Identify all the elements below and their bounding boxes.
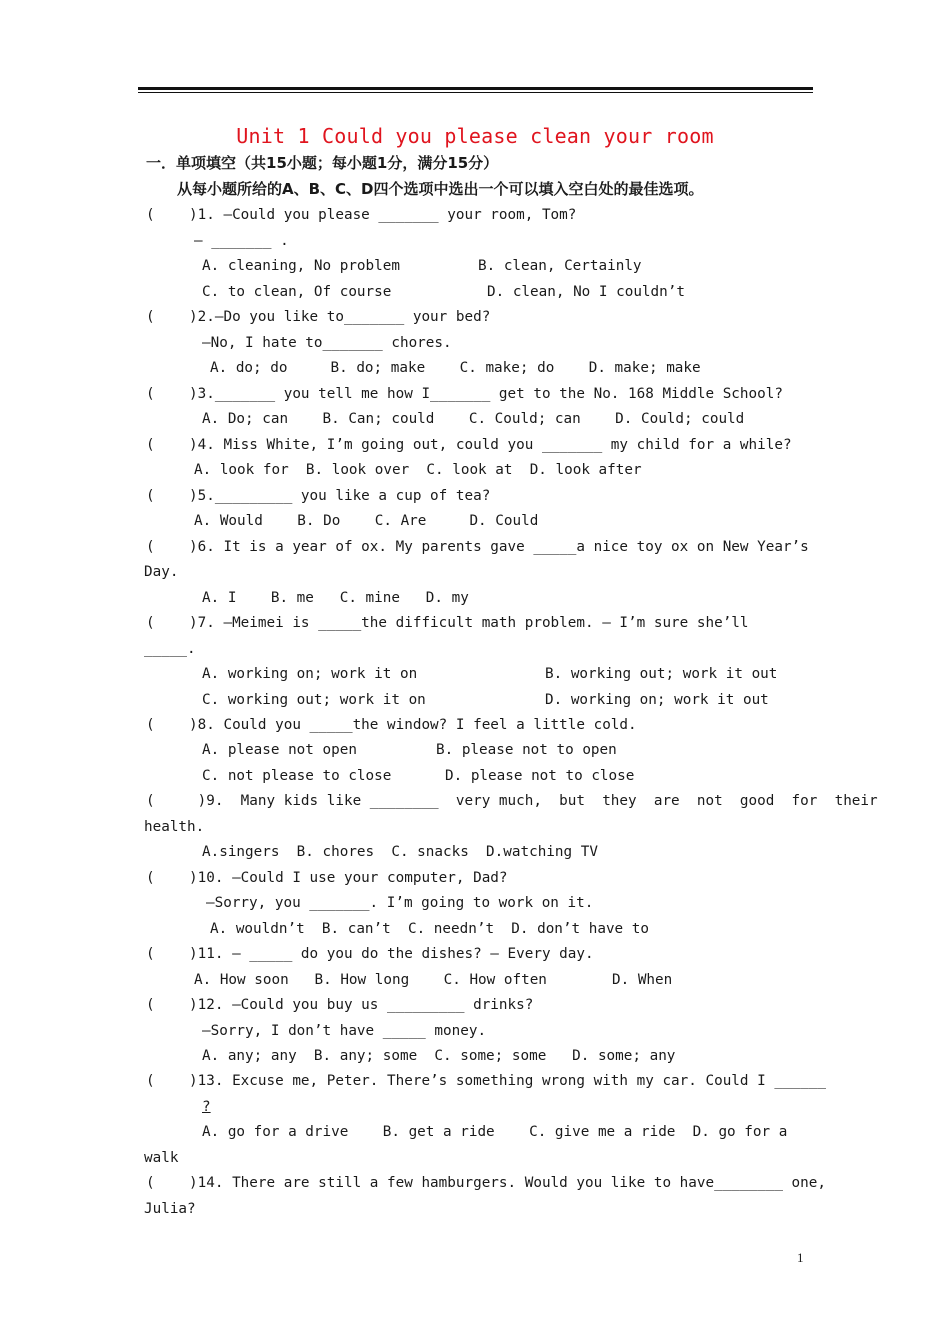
option-1a: A. cleaning, No problem bbox=[202, 258, 400, 274]
question-5: ( )5._________ you like a cup of tea? bbox=[146, 488, 491, 504]
options-2: A. do; do B. do; make C. make; do D. make; make bbox=[210, 360, 701, 376]
question-7-cont: _____. bbox=[144, 641, 196, 657]
question-1-reply: — _______ . bbox=[194, 233, 289, 249]
section-instruction: 从每小题所给的A、B、C、D四个选项中选出一个可以填入空白处的最佳选项。 bbox=[177, 180, 704, 198]
header-rule-thin bbox=[138, 92, 813, 93]
option-1d: D. clean, No I couldn’t bbox=[487, 284, 685, 300]
options-11: A. How soon B. How long C. How often bbox=[194, 972, 547, 988]
question-3: ( )3._______ you tell me how I_______ get to the No. 168 Middle School? bbox=[146, 386, 783, 402]
question-12-reply: —Sorry, I don’t have _____ money. bbox=[202, 1023, 487, 1039]
option-8c: C. not please to close bbox=[202, 768, 392, 784]
question-6-cont: Day. bbox=[144, 564, 179, 580]
option-7a: A. working on; work it on bbox=[202, 666, 418, 682]
question-13-cont: ? bbox=[202, 1099, 211, 1115]
options-6: A. I B. me C. mine D. my bbox=[202, 590, 469, 606]
question-9: ( )9. Many kids like ________ very much, but they are not good for their bbox=[146, 793, 878, 809]
question-12: ( )12. —Could you buy us _________ drinks? bbox=[146, 997, 534, 1013]
option-1c: C. to clean, Of course bbox=[202, 284, 392, 300]
options-9: A.singers B. chores C. snacks D.watching TV bbox=[202, 844, 598, 860]
question-9-cont: health. bbox=[144, 819, 205, 835]
option-7c: C. working out; work it on bbox=[202, 692, 426, 708]
question-14: ( )14. There are still a few hamburgers. Would you like to have________ one, bbox=[146, 1175, 826, 1191]
option-8a: A. please not open bbox=[202, 742, 357, 758]
question-6: ( )6. It is a year of ox. My parents gave _____a nice toy ox on New Year’s bbox=[146, 539, 809, 555]
options-12: A. any; any B. any; some C. some; some D. some; any bbox=[202, 1048, 676, 1064]
options-13-cont: walk bbox=[144, 1150, 179, 1166]
option-8d: D. please not to close bbox=[445, 768, 635, 784]
option-8b: B. please not to open bbox=[436, 742, 617, 758]
options-3: A. Do; can B. Can; could C. Could; can D. Could; could bbox=[202, 411, 745, 427]
question-11: ( )11. — _____ do you do the dishes? — Every day. bbox=[146, 946, 594, 962]
option-7b: B. working out; work it out bbox=[545, 666, 778, 682]
question-13: ( )13. Excuse me, Peter. There’s something wrong with my car. Could I ______ bbox=[146, 1073, 826, 1089]
question-8: ( )8. Could you _____the window? I feel a little cold. bbox=[146, 717, 637, 733]
section-heading: 一．单项填空（共15小题；每小题1分，满分15分） bbox=[146, 154, 499, 172]
question-7: ( )7. —Meimei is _____the difficult math problem. — I’m sure she’ll bbox=[146, 615, 749, 631]
option-1b: B. clean, Certainly bbox=[478, 258, 642, 274]
option-7d: D. working on; work it out bbox=[545, 692, 769, 708]
question-10-reply: —Sorry, you _______. I’m going to work on it. bbox=[206, 895, 594, 911]
options-5: A. Would B. Do C. Are D. Could bbox=[194, 513, 539, 529]
question-2-reply: —No, I hate to_______ chores. bbox=[202, 335, 452, 351]
option-11d: D. When bbox=[612, 972, 673, 988]
question-10: ( )10. —Could I use your computer, Dad? bbox=[146, 870, 508, 886]
question-2: ( )2.—Do you like to_______ your bed? bbox=[146, 309, 491, 325]
question-4: ( )4. Miss White, I’m going out, could you _______ my child for a while? bbox=[146, 437, 792, 453]
header-rule-thick bbox=[138, 87, 813, 90]
question-1: ( )1. —Could you please _______ your room, Tom? bbox=[146, 207, 577, 223]
page-number: 1 bbox=[797, 1250, 804, 1265]
question-14-cont: Julia? bbox=[144, 1201, 196, 1217]
options-4: A. look for B. look over C. look at D. look after bbox=[194, 462, 642, 478]
options-13: A. go for a drive B. get a ride C. give me a ride D. go for a bbox=[202, 1124, 788, 1140]
document-title: Unit 1 Could you please clean your room bbox=[236, 124, 714, 148]
options-10: A. wouldn’t B. can’t C. needn’t D. don’t have to bbox=[210, 921, 649, 937]
